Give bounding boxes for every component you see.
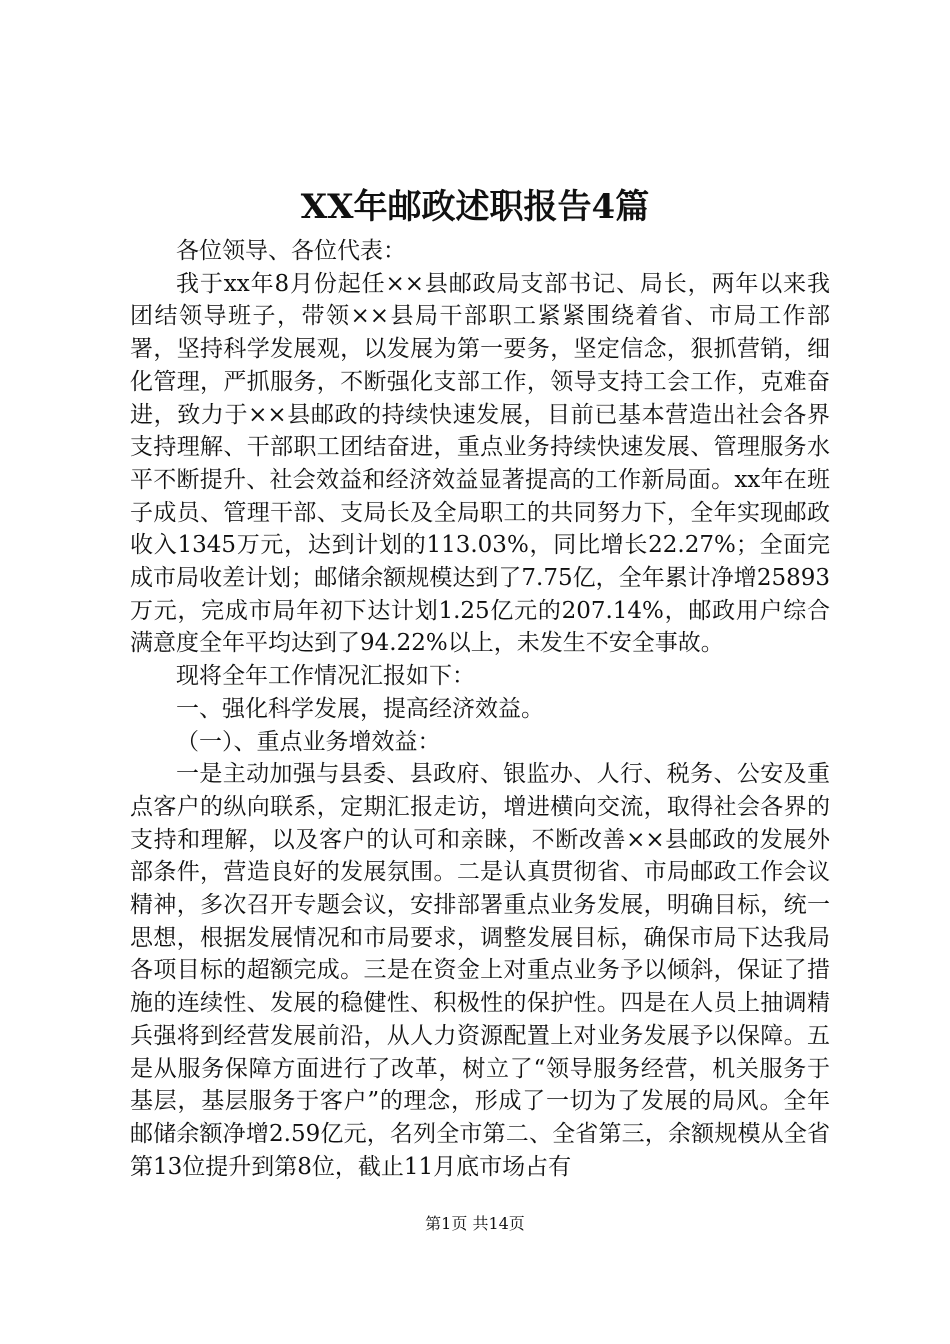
report-lead-paragraph: 现将全年工作情况汇报如下：	[176, 663, 475, 690]
document-body	[130, 235, 830, 1183]
salutation-paragraph: 各位领导、各位代表：	[176, 238, 406, 264]
body-paragraph: 一是主动加强与县委、县政府、银监办、人行、税务、公安及重点客户的纵向联系，定期汇报走访，增进横向交流，取得社会各界的支持和理解，以及客户的认可和亲睐，不断改善××县邮政的发展外部条件，营造良好的发展氛围。二是认真贯彻省、市局邮政工作会议精神，多次召开专题会议，安排部署重点业务发展，明确目标，统一思想，根据发展情况和市局要求，调整发展目标，确保市局下达我局各项目标的超额完成。三是在资金上对重点业务予以倾斜，保证了措施的连续性、发展的稳健性、积极性的保护性。四是在人员上抽调精兵强将到经营发展前沿，从人力资源配置上对业务发展予以保障。五是从服务保障方面进行了改革，树立了“领导服务经营，机关服务于基层，基层服务于客户”的理念，形成了一切为了发展的局风。全年邮储余额净增2.59亿元，名列全市第二、全省第三，余额规模从全省第13位提升到第8位，截止11月底市场占有	[130, 761, 830, 1180]
section-heading-1: 一、强化科学发展，提高经济效益。	[176, 695, 544, 722]
subsection-heading-1: （一）、重点业务增效益：	[176, 728, 441, 755]
page-footer: 第1页 共14页	[425, 1214, 525, 1233]
intro-paragraph: 我于xx年8月份起任××县邮政局支部书记、局长，两年以来我团结领导班子，带领××县局干部职工紧紧围绕着省、市局工作部署，坚持科学发展观，以发展为第一要务，坚定信念，狠抓营销，细化管理，严抓服务，不断强化支部工作，领导支持工会工作，克难奋进，致力于××县邮政的持续快速发展，目前已基本营造出社会各界支持理解、干部职工团结奋进，重点业务持续快速发展、管理服务水平不断提升、社会效益和经济效益显著提高的工作新局面。xx年在班子成员、管理干部、支局长及全局职工的共同努力下，全年实现邮政收入1345万元，达到计划的113.03%，同比增长22.27%；全面完成市局收差计划；邮储余额规模达到了7.75亿，全年累计净增25893万元，完成市局年初下达计划1.25亿元的207.14%，邮政用户综合满意度全年平均达到了94.22%以上，未发生不安全事故。	[130, 270, 830, 657]
document-title: XX年邮政述职报告4篇	[300, 187, 650, 227]
